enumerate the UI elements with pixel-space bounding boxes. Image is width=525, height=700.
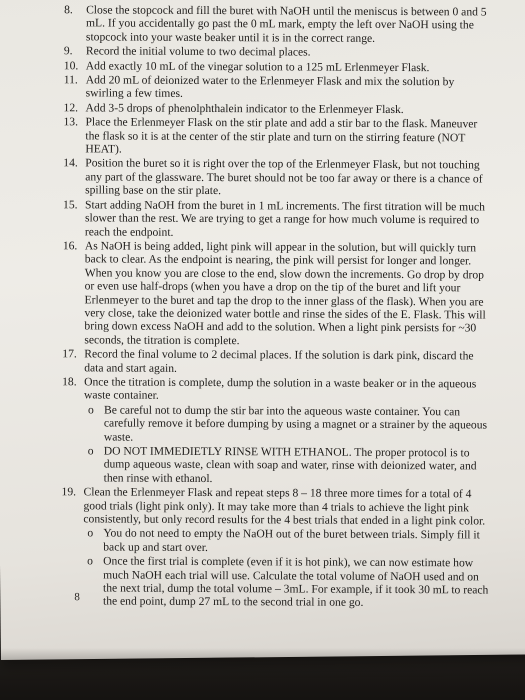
step-text: Record the final volume to 2 decimal places. If the solution is dark pink, discard the data and start again. — [84, 347, 474, 375]
step-9 — [64, 44, 494, 60]
step-text: Add 3-5 drops of phenolphthalein indicator to the Erlenmeyer Flask. — [85, 101, 404, 116]
step-text: Place the Erlenmeyer Flask on the stir plate and add a stir bar to the flask. Maneuver the flask so it is at the center of the stir plate and turn on the stirring feature (NOT HEAT). — [85, 115, 478, 156]
step-text: Add exactly 10 mL of the vinegar solution to a 125 mL Erlenmeyer Flask. — [85, 59, 430, 74]
bullet-text: You do not need to empty the NaOH out of the buret between trials. Simply fill it back up and start over. — [103, 526, 480, 554]
bullet-marker: o — [87, 444, 94, 458]
step-19-bullet-1 — [85, 527, 491, 556]
step-text: As NaOH is being added, light pink will appear in the solution, but will quickly turn back to clear. As the endpoint is nearing, the pink will persist for longer and longer. When you know you are close to the end, slow down the increments. Go drop by drop or even use half-drops (when you have a drop on the tip of the buret and lift your Erlenmeyer to the buret and tap the drop to the inner glass of the flask). When you are very close, take the deionized water bottle and rinse the sides of the E. Flask. This will bring down excess NaOH and add to the solution. When a light pink persists for ~30 seconds, the titration is complete. — [84, 239, 486, 347]
step-text: Once the titration is complete, dump the solution in a waste beaker or in the aqueous waste container. — [84, 375, 477, 403]
step-text: Position the buret so it is right over the top of the Erlenmeyer Flask, but not touching any part of the glassware. The buret should not be too far away or there is a chance of spilling base on the stir plate. — [85, 156, 483, 198]
step-text: Clean the Erlenmeyer Flask and repeat steps 8 – 18 three more times for a total of 4 good trials (light pink only). It may take more than 4 trials to achieve the light pink consistently, but only record results for the 4 best trials that ended in a light pink color. — [83, 485, 486, 528]
desk-shadow — [0, 648, 525, 700]
bullet-text: DO NOT IMMEDIETLY RINSE WITH ETHANOL. The proper protocol is to dump aqueous waste, clean with soap and water, rinse with deionized water, and then rinse with ethanol. — [103, 444, 477, 485]
step-16 — [62, 239, 493, 349]
step-11 — [64, 73, 494, 102]
bullet-marker: o — [87, 554, 94, 568]
step-number: 16. — [62, 239, 78, 253]
step-number: 15. — [63, 197, 78, 212]
step-text: Add 20 mL of deionized water to the Erlenmeyer Flask and mix the solution by swirling a few times. — [85, 73, 455, 101]
step-8 — [64, 3, 494, 45]
step-14 — [63, 157, 493, 199]
bullet-text: Once the first trial is complete (even if it is hot pink), we can now estimate how much NaOH each trial will use. Calculate the total volume of NaOH used and on the next trial, dump the total volume – 3mL. For example, if it took 30 mL to reach the end point, dump 27 mL to the second trial in one go. — [102, 554, 489, 610]
step-number: 11. — [63, 73, 78, 87]
step-19 — [61, 485, 491, 527]
step-number: 19. — [61, 485, 77, 499]
bullet-marker: o — [87, 526, 94, 540]
step-text: Record the initial volume to two decimal places. — [85, 44, 311, 59]
step-number: 17. — [62, 347, 77, 361]
step-13 — [63, 116, 493, 158]
step-15 — [63, 198, 493, 240]
procedure-text — [61, 3, 494, 611]
step-number: 12. — [63, 101, 79, 115]
step-18-bullet-1 — [86, 403, 492, 445]
step-18 — [62, 375, 492, 404]
page-number: 8 — [74, 591, 80, 604]
step-text: Close the stopcock and fill the buret with NaOH until the meniscus is between 0 and 5 mL. If you accidentally go past the 0 mL mark, empty the left over NaOH using the stopcock into your waste beaker until it is in the correct range. — [85, 3, 487, 45]
step-text: Start adding NaOH from the buret in 1 mL increments. The first titration will be much slower than the rest. We are trying to get a range for how much volume is required to reach the endpoint. — [84, 198, 486, 239]
step-number: 13. — [63, 115, 79, 129]
bullet-text: Be careful not to dump the stir bar into the aqueous waste container. You can carefully remove it before dumping by using a magnet or a strainer by the aqueous waste. — [103, 403, 488, 444]
bullet-marker: o — [87, 403, 94, 417]
step-19-bullet-2 — [85, 555, 491, 611]
step-18-bullet-2 — [86, 444, 492, 486]
step-12 — [64, 101, 494, 117]
step-number: 10. — [63, 58, 79, 72]
step-number: 18. — [62, 375, 77, 389]
step-17 — [62, 347, 492, 376]
step-number: 14. — [63, 156, 78, 170]
step-10 — [64, 59, 494, 75]
step-number: 8. — [64, 3, 73, 17]
step-number: 9. — [63, 44, 73, 58]
